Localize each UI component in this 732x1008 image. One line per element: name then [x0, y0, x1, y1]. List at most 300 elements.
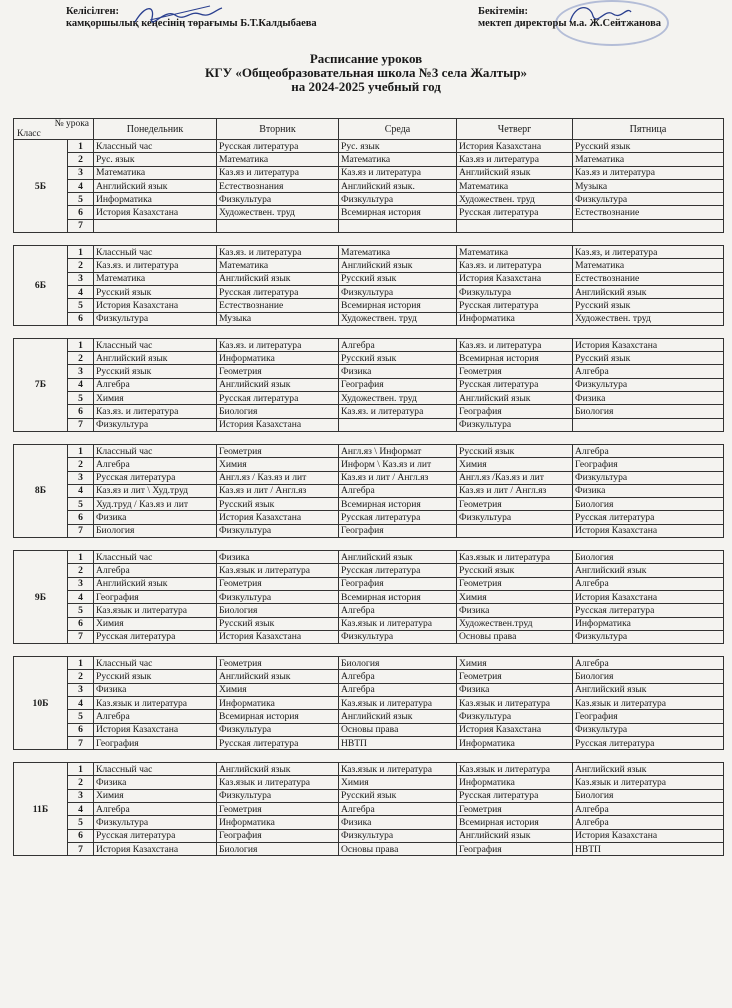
- lesson-number: 6: [68, 405, 94, 418]
- lesson-cell: Физика: [339, 816, 457, 829]
- lesson-cell: Классный час: [94, 444, 217, 457]
- lesson-cell: История Казахстана: [573, 829, 724, 842]
- lesson-cell: Физкультура: [339, 193, 457, 206]
- lesson-cell: География: [457, 405, 573, 418]
- lesson-cell: Химия: [457, 590, 573, 603]
- lesson-cell: Физика: [573, 484, 724, 497]
- lesson-cell: Информатика: [217, 696, 339, 709]
- lesson-number: 6: [68, 829, 94, 842]
- lesson-cell: Русская литература: [573, 604, 724, 617]
- lesson-number: 6: [68, 312, 94, 325]
- table-row: [14, 405, 724, 418]
- lesson-number: 1: [68, 763, 94, 776]
- lesson-number: 4: [68, 484, 94, 497]
- lesson-cell: Художествен. труд: [217, 206, 339, 219]
- agreed-label: Келісілген:: [66, 6, 119, 17]
- class-separator: [14, 750, 724, 763]
- lesson-number: 5: [68, 710, 94, 723]
- lesson-cell: Физкультура: [217, 193, 339, 206]
- lesson-cell: Информатика: [457, 736, 573, 749]
- class-name: 6Б: [14, 246, 68, 326]
- lesson-number: 6: [68, 206, 94, 219]
- lesson-cell: Русский язык: [457, 564, 573, 577]
- lesson-cell: История Казахстана: [94, 723, 217, 736]
- class-name: 9Б: [14, 551, 68, 644]
- lesson-cell: Каз.язык и литература: [217, 564, 339, 577]
- lesson-cell: Геометрия: [457, 498, 573, 511]
- lesson-cell: Каз.яз. и литература: [457, 338, 573, 351]
- lesson-cell: Информатика: [573, 617, 724, 630]
- lesson-number: 4: [68, 696, 94, 709]
- lesson-cell: Физкультура: [339, 829, 457, 842]
- lesson-number: 5: [68, 299, 94, 312]
- table-row: [14, 683, 724, 696]
- lesson-number: 7: [68, 418, 94, 431]
- lesson-cell: Естествознание: [217, 299, 339, 312]
- lesson-cell: Каз.яз и лит / Англ.яз: [339, 471, 457, 484]
- table-row: [14, 524, 724, 537]
- lesson-cell: Алгебра: [94, 803, 217, 816]
- table-row: [14, 763, 724, 776]
- lesson-cell: Русская литература: [457, 378, 573, 391]
- table-row: [14, 352, 724, 365]
- lesson-cell: Русский язык: [94, 670, 217, 683]
- lesson-cell: Алгебра: [573, 444, 724, 457]
- lesson-cell: История Казахстана: [573, 338, 724, 351]
- lesson-cell: Каз.язык и литература: [339, 617, 457, 630]
- lesson-cell: Английский язык: [339, 259, 457, 272]
- lesson-cell: Музыка: [573, 179, 724, 192]
- lesson-cell: Русская литература: [457, 789, 573, 802]
- lesson-cell: Алгебра: [339, 338, 457, 351]
- lesson-number: 3: [68, 471, 94, 484]
- table-row: [14, 617, 724, 630]
- lesson-cell: Русская литература: [94, 471, 217, 484]
- lesson-cell: Каз.язык и литература: [457, 696, 573, 709]
- title-line-2: КГУ «Общеобразовательная школа №3 села Жалтыр»: [204, 65, 528, 80]
- lesson-cell: История Казахстана: [217, 630, 339, 643]
- lesson-cell: Русский язык: [339, 789, 457, 802]
- lesson-cell: Естествознание: [573, 272, 724, 285]
- lesson-cell: Английский язык: [457, 392, 573, 405]
- lesson-cell: Русский язык: [94, 285, 217, 298]
- lesson-cell: Физика: [94, 776, 217, 789]
- lesson-cell: Русская литература: [217, 392, 339, 405]
- lesson-cell: Геометрия: [457, 577, 573, 590]
- class-name: 7Б: [14, 338, 68, 431]
- lesson-cell: Математика: [457, 246, 573, 259]
- lesson-number: 1: [68, 657, 94, 670]
- lesson-cell: Художествен. труд: [339, 312, 457, 325]
- lesson-cell: Физкультура: [573, 193, 724, 206]
- lesson-cell: Основы права: [457, 630, 573, 643]
- lesson-number: 2: [68, 352, 94, 365]
- lesson-cell: Алгебра: [339, 670, 457, 683]
- lesson-cell: Биология: [339, 657, 457, 670]
- lesson-cell: Английский язык: [339, 551, 457, 564]
- lesson-cell: Химия: [94, 392, 217, 405]
- lesson-cell: Физкультура: [94, 816, 217, 829]
- lesson-cell: Каз.яз и лит / Англ.яз: [457, 484, 573, 497]
- lesson-cell: География: [339, 524, 457, 537]
- lesson-cell: Классный час: [94, 657, 217, 670]
- lesson-cell: Каз.язык и литература: [217, 776, 339, 789]
- lesson-number: 2: [68, 564, 94, 577]
- signature-left: [130, 0, 225, 30]
- schedule-table: [13, 118, 724, 856]
- lesson-cell: Физкультура: [217, 789, 339, 802]
- lesson-number: 4: [68, 590, 94, 603]
- table-row: [14, 551, 724, 564]
- lesson-cell: Алгебра: [573, 577, 724, 590]
- lesson-cell: Геометрия: [457, 365, 573, 378]
- table-row: [14, 670, 724, 683]
- corner-header: [14, 119, 94, 140]
- lesson-cell: Русский язык: [217, 498, 339, 511]
- lesson-cell: Музыка: [217, 312, 339, 325]
- lesson-cell: Биология: [573, 498, 724, 511]
- table-row: [14, 206, 724, 219]
- lesson-cell: Каз.яз. и литература: [457, 259, 573, 272]
- lesson-cell: Русский язык: [573, 299, 724, 312]
- table-row: [14, 299, 724, 312]
- lesson-cell: Химия: [94, 789, 217, 802]
- lesson-cell: География: [457, 842, 573, 855]
- lesson-cell: Физика: [94, 683, 217, 696]
- lesson-cell: Английский язык: [457, 166, 573, 179]
- lesson-cell: История Казахстана: [94, 206, 217, 219]
- table-row: [14, 829, 724, 842]
- lesson-cell: Русская литература: [457, 206, 573, 219]
- lesson-cell: История Казахстана: [457, 723, 573, 736]
- table-row: [14, 736, 724, 749]
- lesson-cell: Геометрия: [217, 803, 339, 816]
- lesson-cell: Химия: [457, 657, 573, 670]
- lesson-cell: Химия: [217, 683, 339, 696]
- lesson-cell: Биология: [573, 670, 724, 683]
- lesson-cell: Биология: [217, 842, 339, 855]
- lesson-number: 5: [68, 604, 94, 617]
- lesson-cell: Каз.язык и литература: [457, 551, 573, 564]
- table-row: [14, 378, 724, 391]
- lesson-cell: Каз.яз и литература: [457, 153, 573, 166]
- table-row: [14, 696, 724, 709]
- lesson-cell: [339, 418, 457, 431]
- lesson-cell: География: [339, 577, 457, 590]
- lesson-cell: Математика: [573, 153, 724, 166]
- lesson-cell: Математика: [573, 259, 724, 272]
- table-row: [14, 259, 724, 272]
- lesson-cell: Художествен.труд: [457, 617, 573, 630]
- table-row: [14, 338, 724, 351]
- lesson-cell: Всемирная история: [339, 299, 457, 312]
- lesson-cell: Алгебра: [573, 816, 724, 829]
- lesson-number: 1: [68, 246, 94, 259]
- lesson-number: 7: [68, 524, 94, 537]
- lesson-cell: [573, 418, 724, 431]
- approval-right: [478, 6, 661, 30]
- lesson-cell: Каз.яз. и литература: [94, 405, 217, 418]
- lesson-cell: Алгебра: [573, 803, 724, 816]
- lesson-cell: Художествен. труд: [457, 193, 573, 206]
- lesson-cell: Физкультура: [457, 285, 573, 298]
- lesson-number: 3: [68, 166, 94, 179]
- lesson-cell: Русская литература: [457, 299, 573, 312]
- table-row: [14, 803, 724, 816]
- header-thursday: Четверг: [457, 119, 573, 140]
- table-row: [14, 179, 724, 192]
- director-name: мектеп директоры м.а. Ж.Сейтжанова: [478, 18, 662, 29]
- lesson-cell: Физкультура: [217, 524, 339, 537]
- lesson-cell: Всемирная история: [339, 206, 457, 219]
- table-row: [14, 789, 724, 802]
- lesson-cell: Английский язык: [457, 829, 573, 842]
- lesson-number: 1: [68, 140, 94, 153]
- lesson-number: 5: [68, 193, 94, 206]
- table-row: [14, 285, 724, 298]
- lesson-cell: Физика: [457, 604, 573, 617]
- lesson-cell: Математика: [457, 179, 573, 192]
- lesson-number: 3: [68, 577, 94, 590]
- table-row: [14, 590, 724, 603]
- lesson-cell: География: [217, 829, 339, 842]
- lesson-cell: Всемирная история: [217, 710, 339, 723]
- lesson-cell: Английский язык: [573, 564, 724, 577]
- class-separator: [14, 644, 724, 657]
- lesson-number: 4: [68, 179, 94, 192]
- lesson-number: 5: [68, 392, 94, 405]
- lesson-number: 6: [68, 617, 94, 630]
- lesson-cell: Каз.язык и литература: [94, 604, 217, 617]
- lesson-cell: Англ.яз / Каз.яз и лит: [217, 471, 339, 484]
- lesson-cell: Каз.язык и литература: [457, 763, 573, 776]
- lesson-cell: Физкультура: [573, 630, 724, 643]
- lesson-cell: [457, 524, 573, 537]
- document-title: [0, 52, 732, 94]
- lesson-number: 5: [68, 498, 94, 511]
- lesson-cell: История Казахстана: [217, 511, 339, 524]
- lesson-number-header: № урока: [54, 119, 89, 129]
- class-separator: [14, 538, 724, 551]
- table-row: [14, 458, 724, 471]
- table-row: [14, 246, 724, 259]
- table-row: [14, 219, 724, 232]
- lesson-cell: Каз.яз и литература: [573, 166, 724, 179]
- lesson-cell: География: [573, 458, 724, 471]
- lesson-cell: Физкультура: [573, 471, 724, 484]
- lesson-cell: Биология: [573, 789, 724, 802]
- lesson-cell: Физика: [573, 392, 724, 405]
- lesson-cell: Английский язык: [573, 683, 724, 696]
- lesson-number: 6: [68, 511, 94, 524]
- lesson-cell: Каз.яз. и литература: [339, 405, 457, 418]
- lesson-cell: Физкультура: [217, 590, 339, 603]
- lesson-cell: Геометрия: [217, 577, 339, 590]
- lesson-cell: Алгебра: [94, 710, 217, 723]
- lesson-cell: Русская литература: [94, 829, 217, 842]
- lesson-cell: Всемирная история: [457, 816, 573, 829]
- lesson-cell: Художествен. труд: [573, 312, 724, 325]
- class-name: 8Б: [14, 444, 68, 537]
- lesson-cell: Математика: [94, 272, 217, 285]
- lesson-cell: Каз.язык и литература: [573, 696, 724, 709]
- lesson-number: 2: [68, 670, 94, 683]
- table-row: [14, 816, 724, 829]
- lesson-cell: Геометрия: [217, 444, 339, 457]
- lesson-cell: Русский язык: [457, 444, 573, 457]
- header-wednesday: Среда: [339, 119, 457, 140]
- lesson-cell: [457, 219, 573, 232]
- lesson-cell: Биология: [217, 405, 339, 418]
- table-header-row: [14, 119, 724, 140]
- lesson-cell: Англ.яз /Каз.яз и лит: [457, 471, 573, 484]
- table-row: [14, 577, 724, 590]
- lesson-cell: Физкультура: [217, 723, 339, 736]
- lesson-cell: Всемирная история: [457, 352, 573, 365]
- table-row: [14, 657, 724, 670]
- lesson-cell: Физкультура: [94, 312, 217, 325]
- lesson-number: 7: [68, 630, 94, 643]
- lesson-cell: Естествознания: [217, 179, 339, 192]
- lesson-cell: Русский язык: [339, 272, 457, 285]
- lesson-cell: Информатика: [457, 312, 573, 325]
- lesson-cell: Русский язык: [217, 617, 339, 630]
- lesson-cell: Основы права: [339, 723, 457, 736]
- table-row: [14, 166, 724, 179]
- lesson-cell: Английский язык: [94, 352, 217, 365]
- lesson-cell: Естествознание: [573, 206, 724, 219]
- lesson-cell: Каз.яз и лит / Англ.яз: [217, 484, 339, 497]
- lesson-cell: НВТП: [339, 736, 457, 749]
- table-row: [14, 776, 724, 789]
- lesson-cell: Русская литература: [573, 736, 724, 749]
- lesson-cell: Биология: [573, 551, 724, 564]
- lesson-cell: Физкультура: [339, 630, 457, 643]
- table-row: [14, 630, 724, 643]
- lesson-number: 3: [68, 365, 94, 378]
- lesson-cell: География: [94, 736, 217, 749]
- header-monday: Понедельник: [94, 119, 217, 140]
- lesson-cell: Русский язык: [339, 352, 457, 365]
- lesson-cell: География: [573, 710, 724, 723]
- lesson-cell: Физкультура: [573, 723, 724, 736]
- lesson-number: 7: [68, 736, 94, 749]
- lesson-cell: Всемирная история: [339, 498, 457, 511]
- table-row: [14, 604, 724, 617]
- lesson-number: 3: [68, 789, 94, 802]
- council-chair: камқоршылық кеңесінің төрағымы Б.Т.Калдыбаева: [66, 18, 317, 29]
- table-row: [14, 498, 724, 511]
- lesson-cell: Английский язык: [573, 285, 724, 298]
- lesson-number: 1: [68, 444, 94, 457]
- lesson-cell: Классный час: [94, 551, 217, 564]
- lesson-number: 5: [68, 816, 94, 829]
- lesson-cell: Математика: [339, 246, 457, 259]
- lesson-cell: Химия: [457, 458, 573, 471]
- lesson-cell: Рус. язык: [339, 140, 457, 153]
- lesson-cell: Информатика: [217, 816, 339, 829]
- lesson-cell: Русская литература: [339, 564, 457, 577]
- table-row: [14, 365, 724, 378]
- lesson-cell: [94, 219, 217, 232]
- lesson-number: 2: [68, 458, 94, 471]
- lesson-cell: Русский язык: [573, 140, 724, 153]
- lesson-cell: История Казахстана: [217, 418, 339, 431]
- lesson-cell: Английский язык: [217, 272, 339, 285]
- lesson-cell: Химия: [217, 458, 339, 471]
- lesson-cell: Математика: [94, 166, 217, 179]
- lesson-cell: Каз.яз, и литература: [573, 246, 724, 259]
- lesson-cell: Алгебра: [94, 564, 217, 577]
- lesson-cell: Художествен. труд: [339, 392, 457, 405]
- lesson-cell: Английский язык: [217, 378, 339, 391]
- lesson-number: 4: [68, 285, 94, 298]
- class-separator: [14, 233, 724, 246]
- lesson-cell: Каз.яз и литература: [339, 166, 457, 179]
- table-row: [14, 153, 724, 166]
- lesson-cell: Русский язык: [573, 352, 724, 365]
- table-row: [14, 140, 724, 153]
- lesson-cell: Англ.яз \ Информат: [339, 444, 457, 457]
- lesson-cell: Биология: [94, 524, 217, 537]
- title-line-1: Расписание уроков: [309, 51, 423, 66]
- lesson-cell: Каз.язык и литература: [94, 696, 217, 709]
- lesson-cell: Русский язык: [94, 365, 217, 378]
- table-row: [14, 418, 724, 431]
- class-separator: [14, 431, 724, 444]
- lesson-cell: История Казахстана: [457, 272, 573, 285]
- lesson-cell: География: [339, 378, 457, 391]
- lesson-cell: Английский язык: [217, 670, 339, 683]
- lesson-cell: Математика: [217, 153, 339, 166]
- header-friday: Пятница: [573, 119, 724, 140]
- lesson-cell: [217, 219, 339, 232]
- lesson-cell: История Казахстана: [94, 842, 217, 855]
- lesson-cell: Геометрия: [217, 657, 339, 670]
- lesson-cell: Математика: [339, 153, 457, 166]
- lesson-cell: Английский язык: [94, 179, 217, 192]
- table-row: [14, 511, 724, 524]
- class-header: Класс: [17, 129, 41, 139]
- lesson-cell: Алгебра: [339, 683, 457, 696]
- lesson-cell: Английский язык: [217, 763, 339, 776]
- lesson-cell: Алгебра: [94, 378, 217, 391]
- lesson-cell: История Казахстана: [573, 590, 724, 603]
- lesson-cell: Алгебра: [339, 484, 457, 497]
- lesson-cell: Каз.яз и лит \ Худ.труд: [94, 484, 217, 497]
- table-row: [14, 564, 724, 577]
- table-row: [14, 471, 724, 484]
- lesson-cell: Русская литература: [573, 511, 724, 524]
- lesson-number: 2: [68, 153, 94, 166]
- lesson-cell: География: [94, 590, 217, 603]
- lesson-cell: Рус. язык: [94, 153, 217, 166]
- lesson-cell: Классный час: [94, 763, 217, 776]
- lesson-number: 6: [68, 723, 94, 736]
- lesson-cell: Каз.яз и литература: [217, 166, 339, 179]
- lesson-cell: Алгебра: [339, 803, 457, 816]
- class-separator: [14, 325, 724, 338]
- lesson-cell: Информатика: [217, 352, 339, 365]
- lesson-cell: Каз.язык и литература: [573, 776, 724, 789]
- table-row: [14, 723, 724, 736]
- lesson-cell: Классный час: [94, 338, 217, 351]
- lesson-cell: Каз.яз. и литература: [94, 259, 217, 272]
- lesson-number: 1: [68, 338, 94, 351]
- lesson-cell: Каз.яз. и литература: [217, 246, 339, 259]
- table-row: [14, 312, 724, 325]
- table-row: [14, 444, 724, 457]
